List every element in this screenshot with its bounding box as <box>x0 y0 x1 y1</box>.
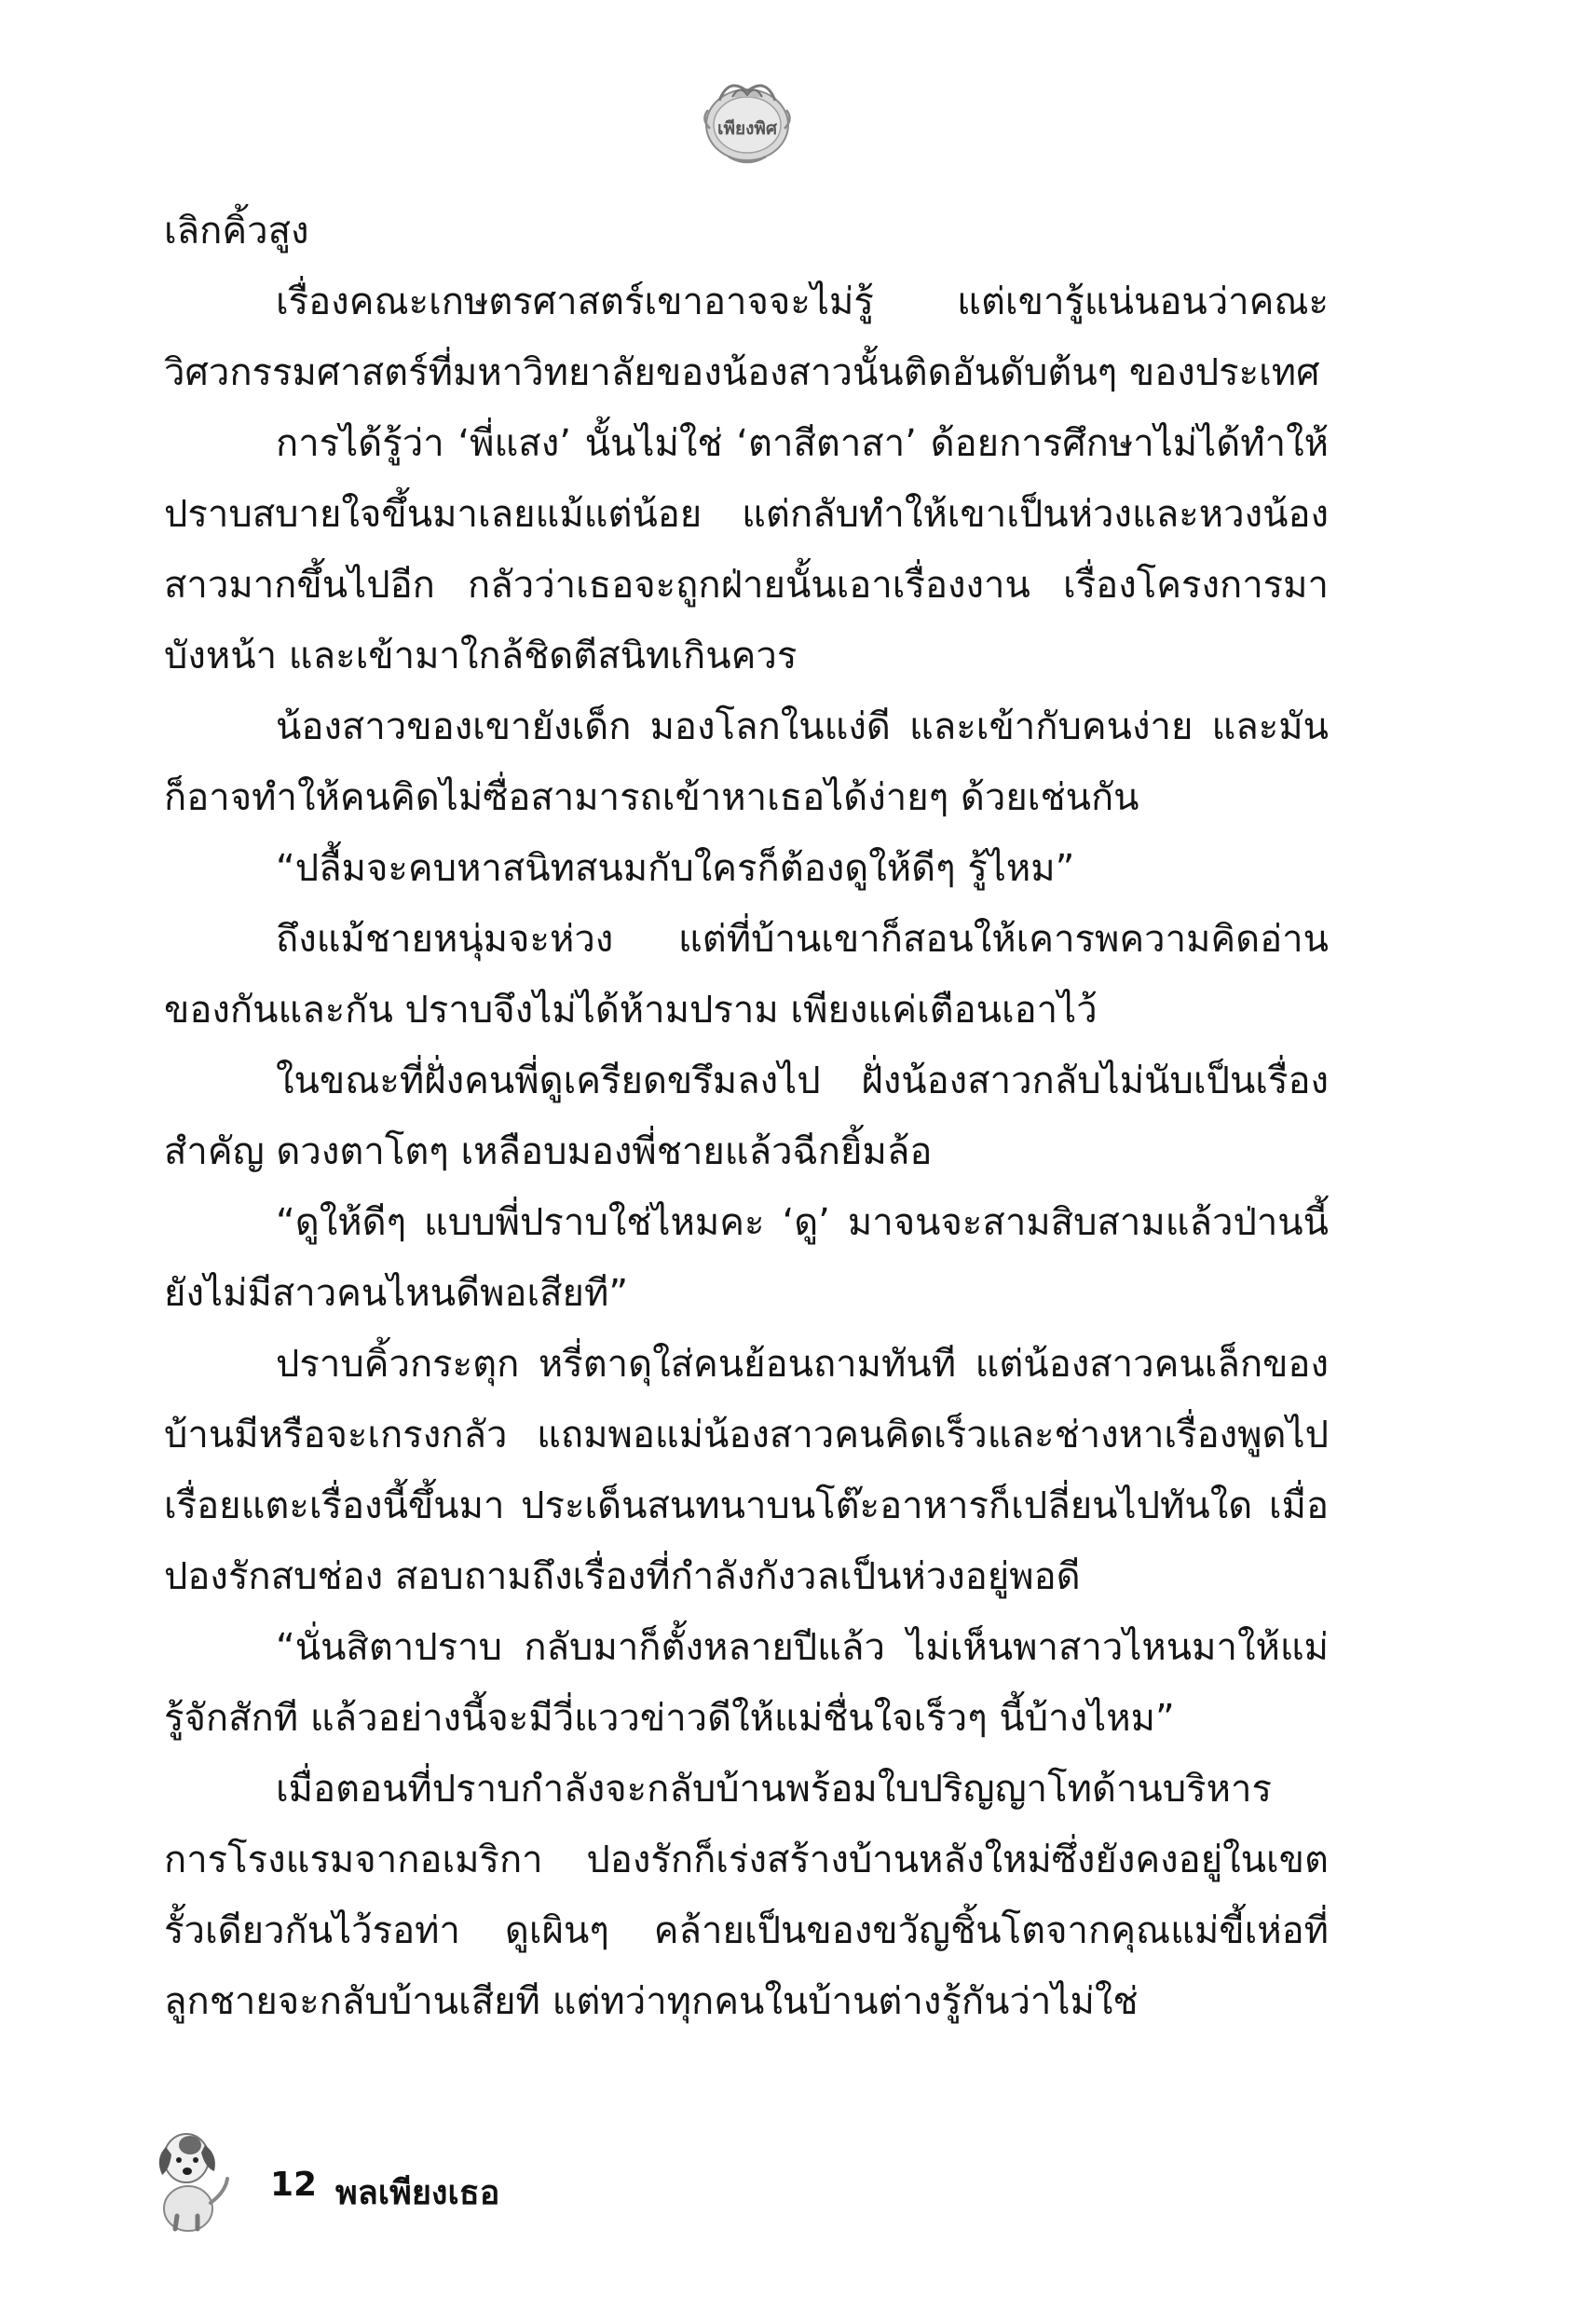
body-text <box>164 196 1329 2037</box>
book-title: พลเพียงเธอ <box>335 2174 500 2212</box>
svg-text:เพียงพิศ: เพียงพิศ <box>716 118 778 139</box>
paragraph: “ดูให้ดีๆ แบบพี่ปราบใช่ไหมคะ ‘ดู’ มาจนจะสามสิบสามแล้วป่านนี้ยังไม่มีสาวคนไหนดีพอเสียที” <box>164 1201 1329 1315</box>
paragraph: น้องสาวของเขายังเด็ก มองโลกในแง่ดี และเข้ากับคนง่าย และมันก็อาจทำให้คนคิดไม่ซื่อสามารถเข้าหาเธอได้ง่ายๆ ด้วยเช่นกัน <box>164 705 1329 819</box>
paragraph: “ปลื้มจะคบหาสนิทสนมกับใครก็ต้องดูให้ดีๆ รู้ไหม” <box>276 847 1075 890</box>
page-number: 12 <box>270 2166 318 2204</box>
paragraph: เลิกคิ้วสูง <box>164 210 309 253</box>
paragraph: ในขณะที่ฝั่งคนพี่ดูเครียดขรึมลงไป ฝั่งน้องสาวกลับไม่นับเป็นเรื่องสำคัญ ดวงตาโตๆ เหลือบมองพี่ชายแล้วฉีกยิ้มล้อ <box>164 1060 1329 1173</box>
dog-illustration-icon <box>149 2113 233 2235</box>
logo-emblem-icon <box>691 63 803 173</box>
paragraph: “นั่นสิตาปราบ กลับมาก็ตั้งหลายปีแล้ว ไม่เห็นพาสาวไหนมาให้แม่รู้จักสักที แล้วอย่างนี้จะมีวี่แววข่าวดีให้แม่ชื่นใจเร็วๆ นี้บ้างไหม” <box>164 1626 1329 1740</box>
page-footer <box>149 2113 708 2235</box>
publisher-logo <box>691 63 803 173</box>
paragraph: เรื่องคณะเกษตรศาสตร์เขาอาจจะไม่รู้ แต่เขารู้แน่นอนว่าคณะวิศวกรรมศาสตร์ที่มหาวิทยาลัยของน้องสาวนั้นติดอันดับต้นๆ ของประเทศ <box>164 280 1329 394</box>
paragraph: ปราบคิ้วกระตุก หรี่ตาดุใส่คนย้อนถามทันที แต่น้องสาวคนเล็กของบ้านมีหรือจะเกรงกลัว แถมพอแม่น้องสาวคนคิดเร็วและช่างหาเรื่องพูดไปเรื่อยแตะเรื่องนี้ขึ้นมา ประเด็นสนทนาบนโต๊ะอาหารก็เปลี่ยนไปทันใด เมื่อปองรักสบช่อง สอบถามถึงเรื่องที่กำลังกังวลเป็นห่วงอยู่พอดี <box>164 1343 1329 1598</box>
paragraph: เมื่อตอนที่ปราบกำลังจะกลับบ้านพร้อมใบปริญญาโทด้านบริหารการโรงแรมจากอเมริกา ปองรักก็เร่งสร้างบ้านหลังใหม่ซึ่งยังคงอยู่ในเขตรั้วเดียวกันไว้รอท่า ดูเผินๆ คล้ายเป็นของขวัญชิ้นโตจากคุณแม่ขี้เห่อที่ลูกชายจะกลับบ้านเสียที แต่ทว่าทุกคนในบ้านต่างรู้กันว่าไม่ใช่ <box>164 1768 1329 2023</box>
paragraph: การได้รู้ว่า ‘พี่แสง’ นั้นไม่ใช่ ‘ตาสีตาสา’ ด้อยการศึกษาไม่ได้ทำให้ปราบสบายใจขึ้นมาเลยแม้แต่น้อย แต่กลับทำให้เขาเป็นห่วงและหวงน้องสาวมากขึ้นไปอีก กลัวว่าเธอจะถูกฝ่ายนั้นเอาเรื่องงาน เรื่องโครงการมาบังหน้า และเข้ามาใกล้ชิดตีสนิทเกินควร <box>164 422 1329 677</box>
paragraph: ถึงแม้ชายหนุ่มจะห่วง แต่ที่บ้านเขาก็สอนให้เคารพความคิดอ่านของกันและกัน ปราบจึงไม่ได้ห้ามปราม เพียงแค่เตือนเอาไว้ <box>164 918 1329 1032</box>
